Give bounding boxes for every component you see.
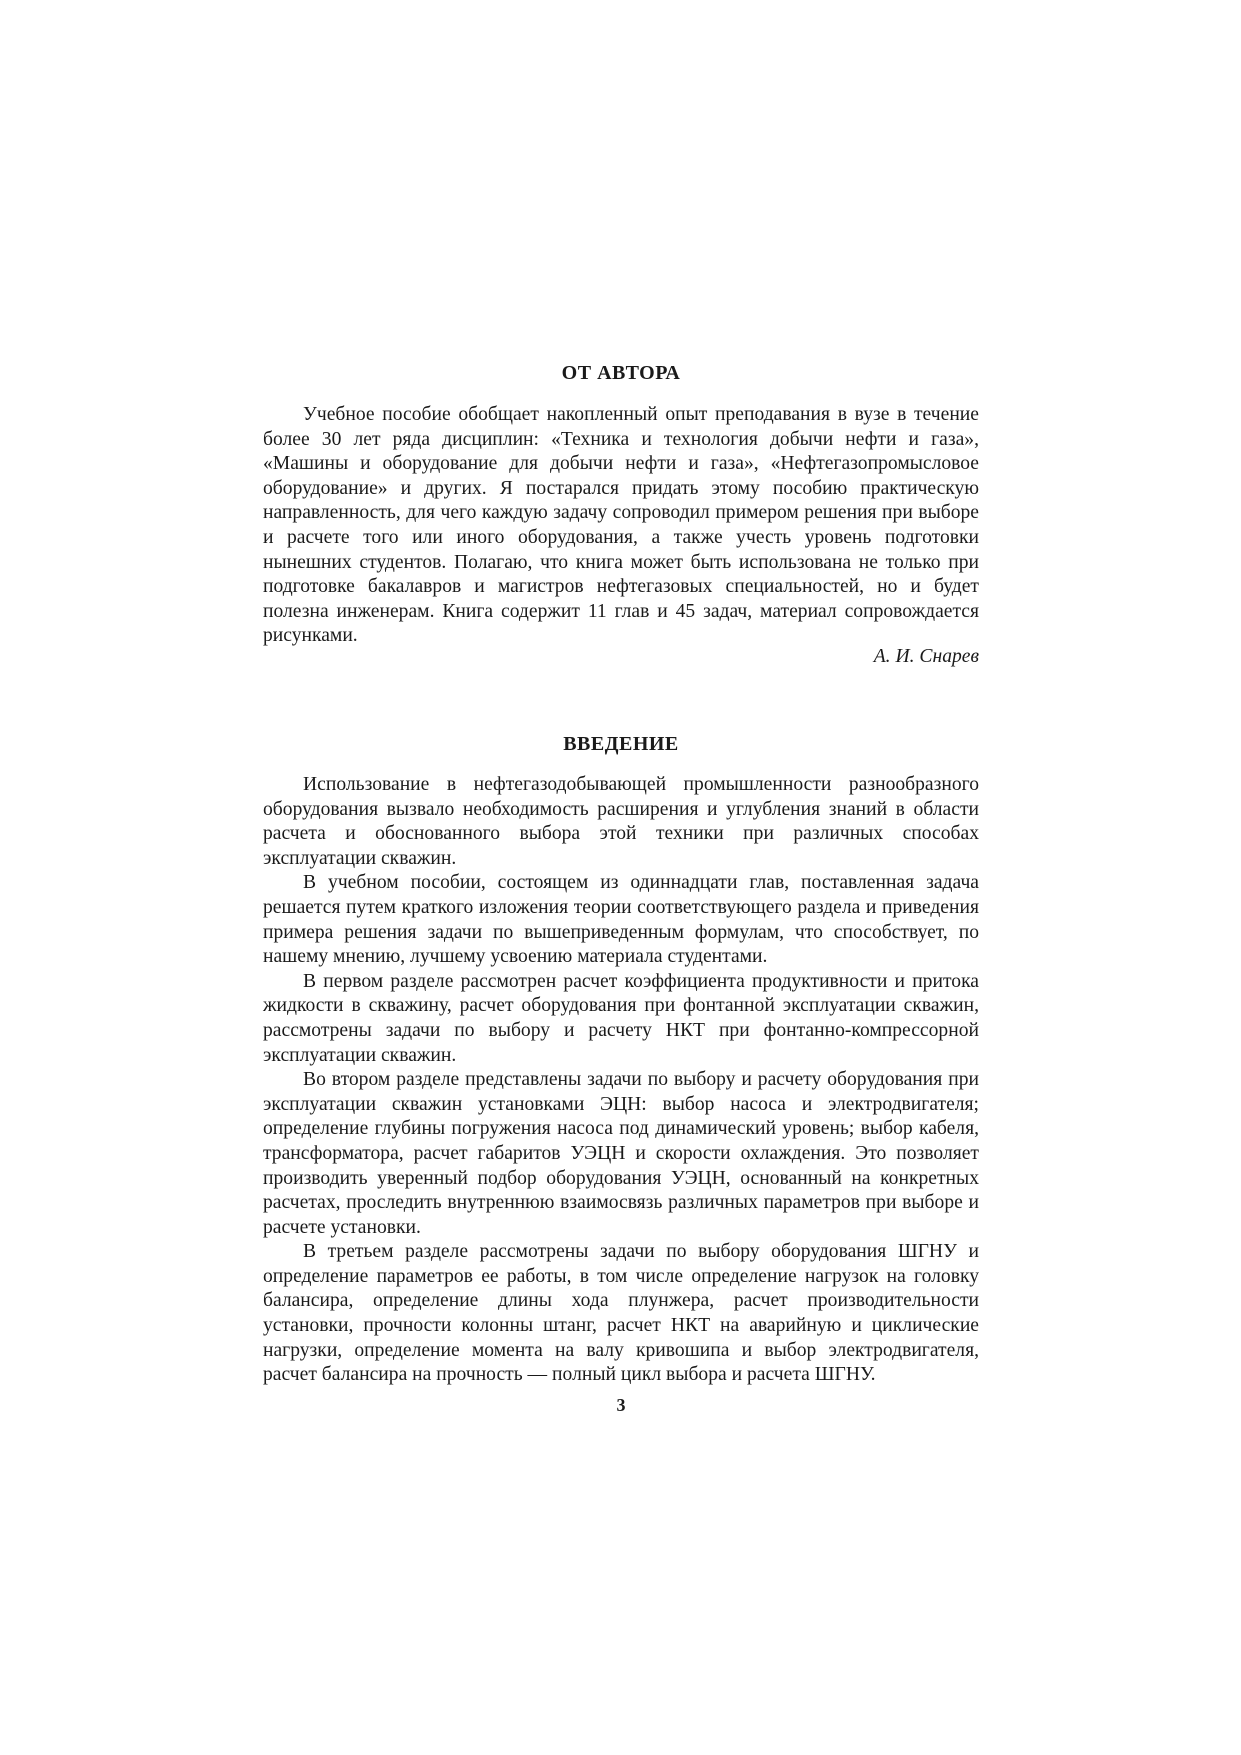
page-number: 3 [616, 1395, 626, 1415]
intro-paragraph-3: В первом разделе рассмотрен расчет коэффициента продуктивности и притока жидкости в скважину, расчет оборудования при фонтанной эксплуатации скважин, рассмотрены задачи по выбору и расчету НКТ при фонтанно-компрессорной эксплуатации скважин. [263, 970, 979, 1066]
intro-paragraph-5: В третьем разделе рассмотрены задачи по выбору оборудования ШГНУ и определение параметров ее работы, в том числе определение нагрузок на головку балансира, определение длины хода плунжера, расчет производительности установки, прочности колонны штанг, расчет НКТ на аварийную и циклические нагрузки, определение момента на валу кривошипа и выбор электродвигателя, расчет балансира на прочность — полный цикл выбора и расчета ШГНУ. [263, 1241, 979, 1386]
intro-paragraph-4: Во втором разделе представлены задачи по выбору и расчету оборудования при эксплуатации скважин установками ЭЦН: выбор насоса и электродвигателя; определение глубины погружения насоса под динамический уровень; выбор кабеля, трансформатора, расчет габаритов УЭЦН и скорости охлаждения. Это позволяет производить уверенный подбор оборудования УЭЦН, основанный на конкретных расчетах, проследить внутреннюю взаимосвязь различных параметров при выборе и расчете установки. [263, 1069, 979, 1238]
author-section-heading: ОТ АВТОРА [561, 362, 681, 384]
author-section-body [263, 403, 979, 649]
author-signature: А. И. Снарев [873, 646, 979, 667]
author-paragraph: Учебное пособие обобщает накопленный опыт преподавания в вузе в течение более 30 лет ряда дисциплин: «Техника и технология добычи нефти и газа», «Машины и оборудование для добычи нефти и газа», «Нефтегазопромысловое оборудование» и других. Я постарался придать этому пособию практическую направленность, для чего каждую задачу сопроводил примером решения при выборе и расчете того или иного оборудования, а также учесть уровень подготовки нынешних студентов. Полагаю, что книга может быть использована не только при подготовке бакалавров и магистров нефтегазовых специальностей, но и будет полезна инженерам. Книга содержит 11 глав и 45 задач, материал сопровождается рисунками. [263, 404, 979, 647]
intro-paragraph-2: В учебном пособии, состоящем из одиннадцати глав, поставленная задача решается путем краткого изложения теории соответствующего раздела и приведения примера решения задачи по вышеприведенным формулам, что способствует, по нашему мнению, лучшему усвоению материала студентами. [263, 872, 979, 968]
intro-paragraph-1: Использование в нефтегазодобывающей промышленности разнообразного оборудования вызвало необходимость расширения и углубления знаний в области расчета и обоснованного выбора этой техники при различных способах эксплуатации скважин. [263, 774, 979, 869]
intro-section-body [263, 773, 979, 1388]
intro-section-heading: ВВЕДЕНИЕ [563, 733, 679, 755]
